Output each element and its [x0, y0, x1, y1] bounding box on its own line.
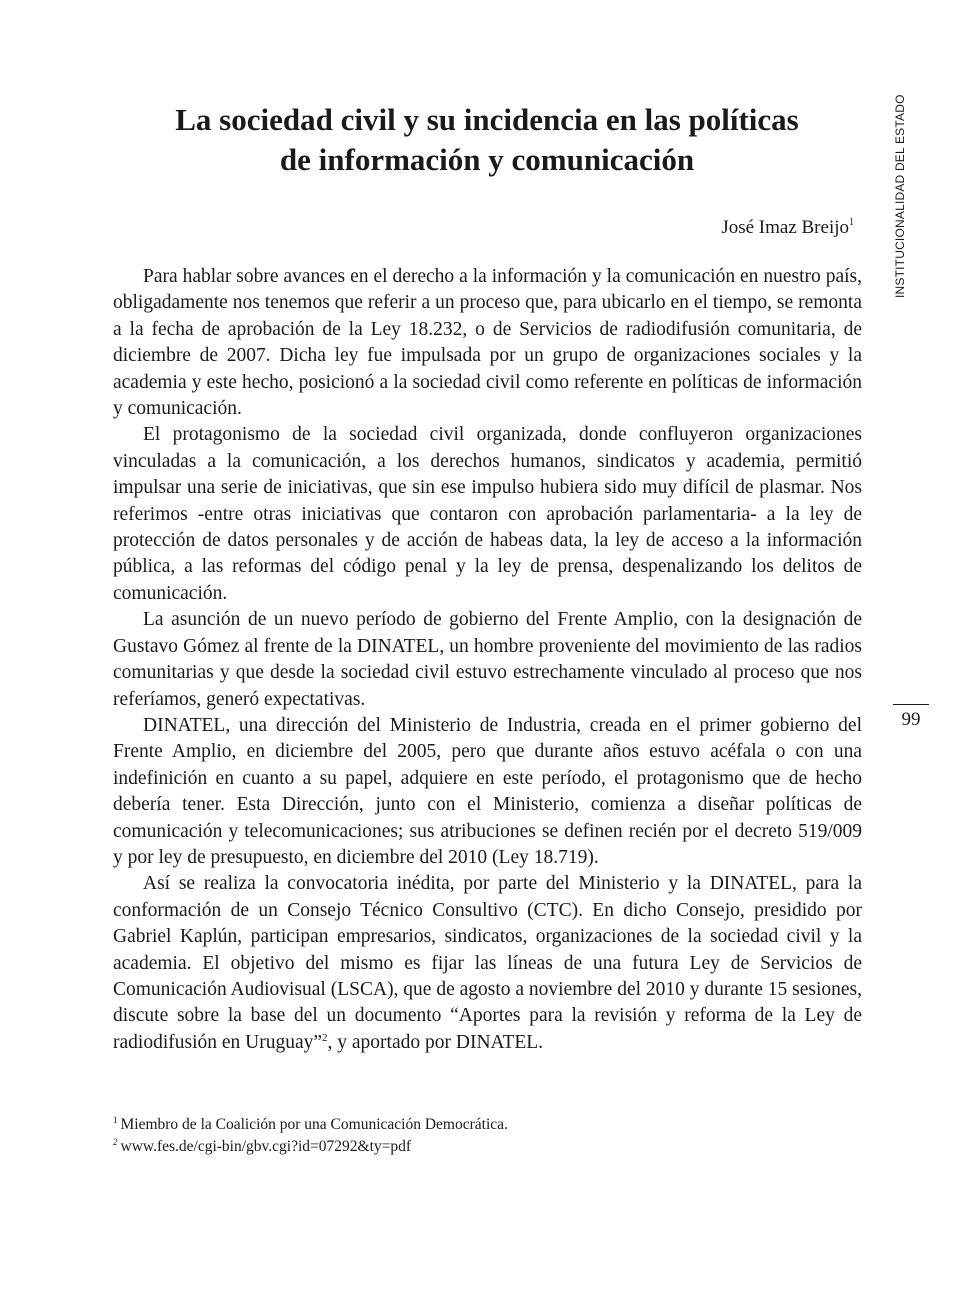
footnote-1-ref: 1 [113, 1115, 118, 1125]
paragraph-2: El protagonismo de la sociedad civil organizada, donde confluyeron organizaciones vinculadas a la comunicación, a los derechos humanos, sindicatos y academia, permitió impulsar una serie de iniciativas, que sin ese impulso hubiera sido muy difícil de plasmar. Nos referimos -entre otras iniciativas que contaron con aprobación parlamentaria- a la ley de protección de datos personales y de acción de habeas data, la ley de acceso a la información pública, a las reformas del código penal y la ley de prensa, despenalizando los delitos de comunicación. [113, 424, 862, 604]
section-running-head: INSTITUCIONALIDAD DEL ESTADO [893, 94, 907, 298]
footnotes [113, 1114, 862, 1158]
article-body [113, 264, 862, 1056]
author-name: José Imaz Breijo [721, 217, 849, 238]
paragraph-1: Para hablar sobre avances en el derecho a la información y la comunicación en nuestro país, obligadamente nos tenemos que referir a un proceso que, para ubicarlo en el tiempo, se remonta a la fecha de aprobación de la Ley 18.232, o de Servicios de radiodifusión comunitaria, de diciembre de 2007. Dicha ley fue impulsada por un grupo de organizaciones sociales y la academia y este hecho, posicionó a la sociedad civil como referente en políticas de información y comunicación. [113, 266, 862, 420]
paragraph-4: DINATEL, una dirección del Ministerio de Industria, creada en el primer gobierno del Frente Amplio, en diciembre del 2005, pero que durante años estuvo acéfala o con una indefinición en cuanto a su papel, adquiere en este período, el protagonismo que de hecho debería tener. Esta Dirección, junto con el Ministerio, comienza a diseñar políticas de comunicación y telecomunicaciones; sus atribuciones se definen recién por el decreto 519/009 y por ley de presupuesto, en diciembre del 2010 (Ley 18.719). [113, 714, 862, 868]
article-title-line-2: de información y comunicación [279, 142, 695, 177]
paragraph-5-text: Así se realiza la convocatoria inédita, por parte del Ministerio y la DINATEL, para la conformación de un Consejo Técnico Consultivo (CTC). En dicho Consejo, presidido por Gabriel Kaplún, participan empresarios, sindicatos, organizaciones de la sociedad civil y la academia. El objetivo del mismo es fijar las líneas de una futura Ley de Servicios de Comunicación Audiovisual (LSCA), que de agosto a noviembre del 2010 y durante 15 sesiones, discute sobre la base del un documento “Aportes para la revisión y reforma de la Ley de radiodifusión en Uruguay” [113, 873, 862, 1053]
footnote-1-text: Miembro de la Coalición por una Comunicación Democrática. [120, 1116, 508, 1133]
article-title-line-1: La sociedad civil y su incidencia en las políticas [175, 102, 799, 137]
paragraph-5-footnote-ref: 2 [322, 1031, 328, 1044]
footnote-2-text: www.fes.de/cgi-bin/gbv.cgi?id=07292&ty=pdf [120, 1138, 412, 1155]
author-byline [721, 216, 854, 240]
footnote-1 [113, 1114, 862, 1136]
paragraph-5-text-end: , y aportado por DINATEL. [327, 1031, 544, 1053]
footnote-2-ref: 2 [113, 1137, 118, 1147]
paragraph-3: La asunción de un nuevo período de gobierno del Frente Amplio, con la designación de Gustavo Gómez al frente de la DINATEL, un hombre proveniente del movimiento de las radios comunitarias y que desde la sociedad civil estuvo estrechamente vinculado al proceso que nos referíamos, generó expectativas. [113, 609, 862, 710]
article-title [112, 100, 862, 180]
footnote-2 [113, 1136, 862, 1158]
page-number: 99 [901, 709, 921, 730]
paragraph-5 [113, 871, 862, 1056]
author-footnote-ref: 1 [849, 217, 854, 228]
page-number-rule [893, 704, 929, 705]
